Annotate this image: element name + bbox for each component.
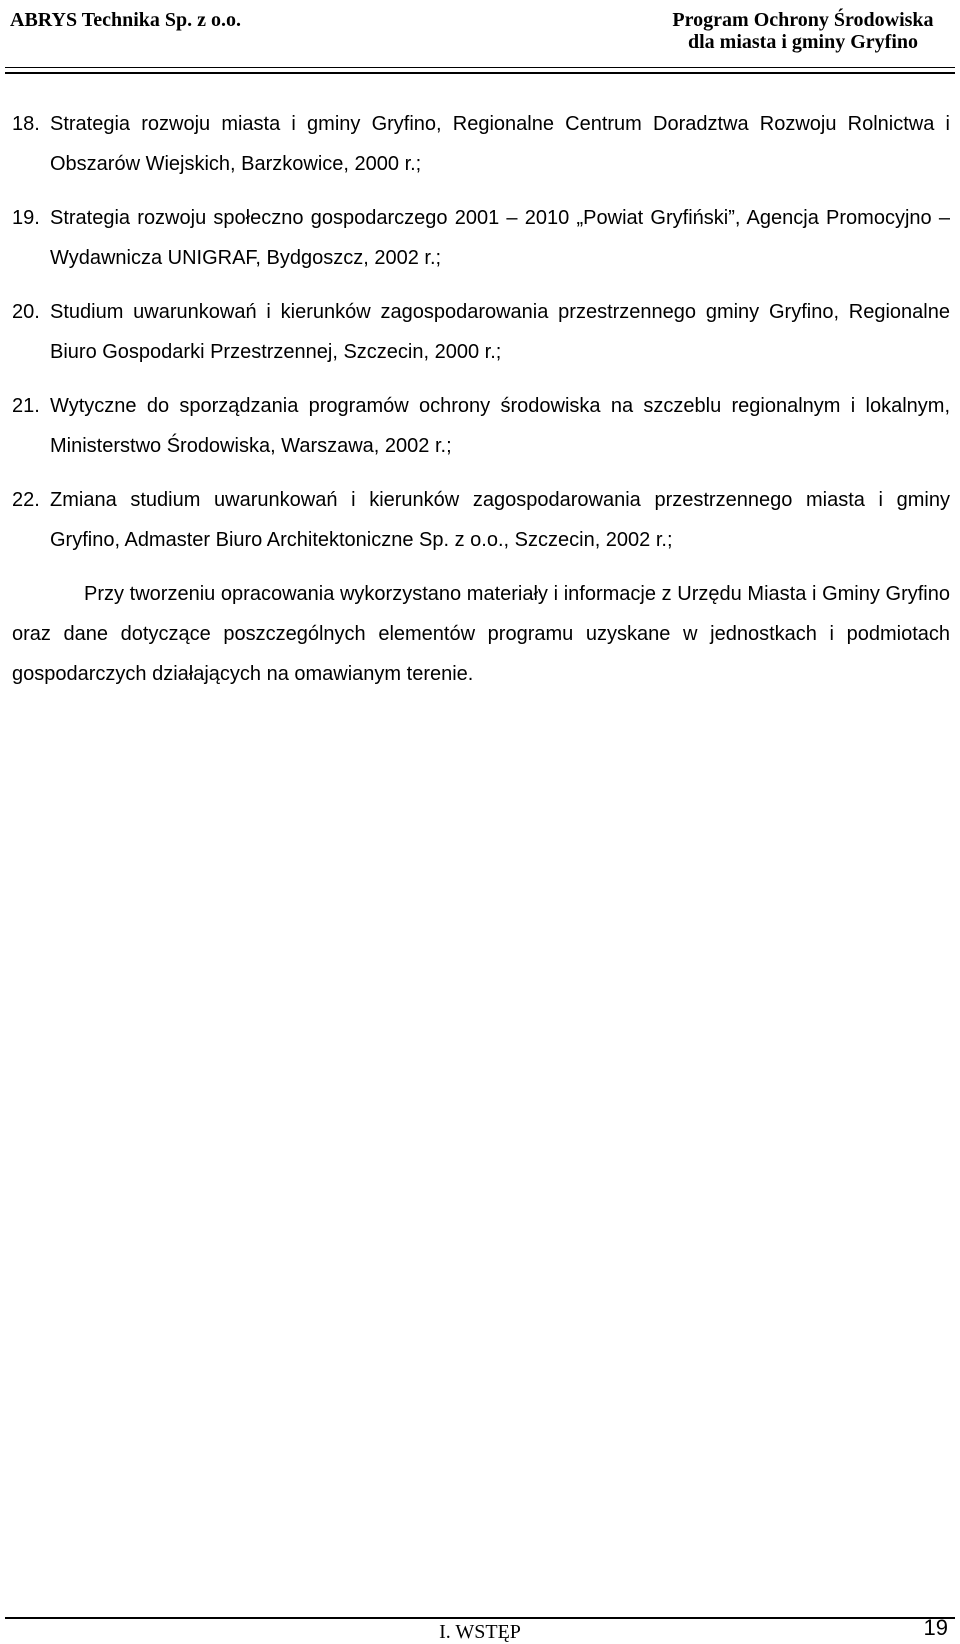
footer-divider (5, 1617, 955, 1619)
reference-item (12, 198, 950, 278)
reference-item (12, 292, 950, 372)
reference-text: Studium uwarunkowań i kierunków zagospodarowania przestrzennego gminy Gryfino, Regionalne Biuro Gospodarki Przestrzennej, Szczecin, 2000 r.; (50, 301, 950, 363)
reference-text: Strategia rozwoju miasta i gminy Gryfino, Regionalne Centrum Doradztwa Rozwoju Rolnictwa i Obszarów Wiejskich, Barzkowice, 2000 r.; (50, 113, 950, 175)
reference-text: Zmiana studium uwarunkowań i kierunków zagospodarowania przestrzennego miasta i gminy Gryfino, Admaster Biuro Architektoniczne Sp. z o.o., Szczecin, 2002 r.; (50, 489, 950, 551)
header-divider (5, 67, 955, 74)
document-title (653, 9, 953, 53)
page-number: 19 (923, 1615, 948, 1640)
reference-text: Wytyczne do sporządzania programów ochrony środowiska na szczeblu regionalnym i lokalnym, Ministerstwo Środowiska, Warszawa, 2002 r.; (50, 395, 950, 457)
document-title-line2: dla miasta i gminy Gryfino (687, 31, 918, 53)
reference-number: 21. (12, 395, 40, 417)
document-title-line1: Program Ochrony Środowiska (672, 9, 934, 31)
reference-number: 22. (12, 489, 40, 511)
reference-number: 18. (12, 113, 40, 135)
reference-item (12, 386, 950, 466)
page-content (12, 104, 950, 694)
reference-item (12, 104, 950, 184)
chapter-title: I. WSTĘP (439, 1621, 521, 1643)
body-paragraph: Przy tworzeniu opracowania wykorzystano materiały i informacje z Urzędu Miasta i Gminy Gryfino oraz dane dotyczące poszczególnych elementów programu uzyskane w jednostkach i podmiotach gospodarczych działających na omawianym terenie. (12, 583, 950, 685)
company-name: ABRYS Technika Sp. z o.o. (10, 9, 242, 31)
reference-item (12, 480, 950, 560)
reference-list (12, 104, 950, 560)
reference-text: Strategia rozwoju społeczno gospodarczego 2001 – 2010 „Powiat Gryfiński”, Agencja Promocyjno – Wydawnicza UNIGRAF, Bydgoszcz, 2002 r.; (50, 207, 950, 269)
reference-number: 20. (12, 301, 40, 323)
reference-number: 19. (12, 207, 40, 229)
